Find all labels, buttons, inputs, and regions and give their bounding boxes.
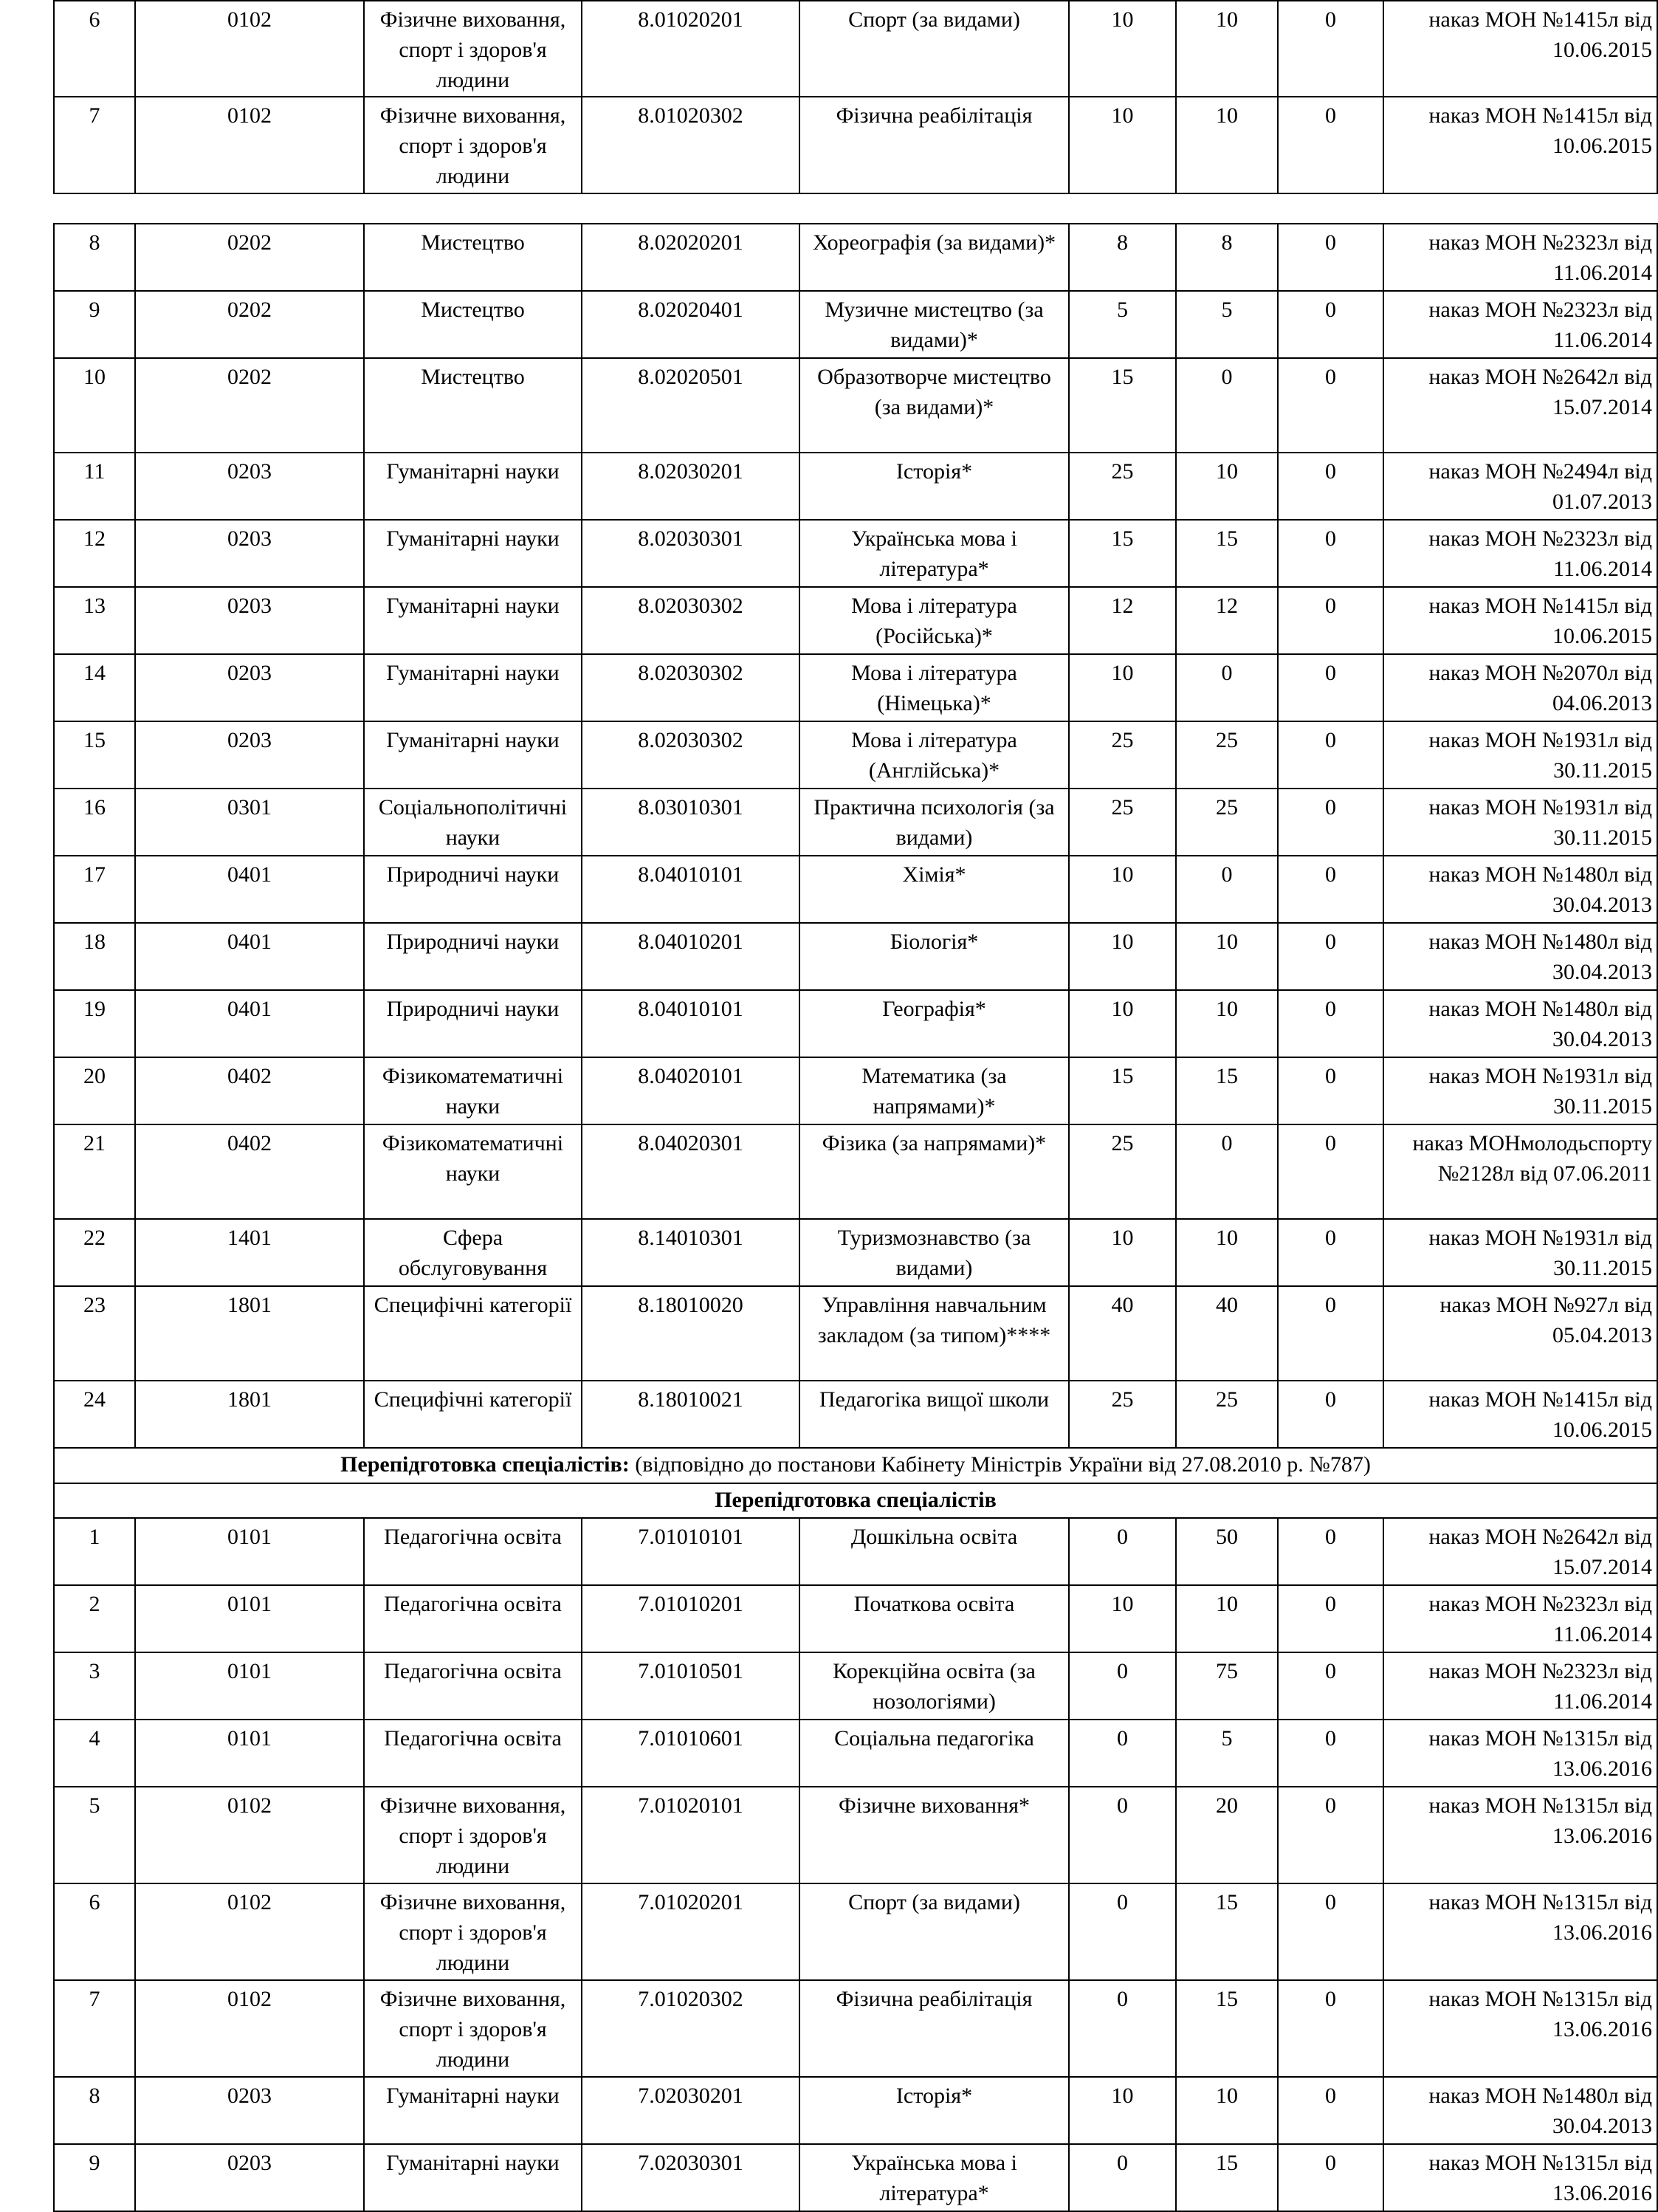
cell-c: 0 <box>1278 1219 1383 1286</box>
cell-name: Гуманітарні науки <box>364 721 582 789</box>
table-row <box>54 358 1657 453</box>
cell-b: 10 <box>1176 923 1278 990</box>
table-row <box>54 1381 1657 1448</box>
cell-c: 0 <box>1278 1381 1383 1448</box>
cell-code: 0203 <box>135 721 364 789</box>
cell-spec: Фізичне виховання* <box>799 1787 1069 1883</box>
cell-code: 0203 <box>135 654 364 721</box>
cell-a: 10 <box>1069 2077 1176 2144</box>
cell-spec-code: 8.04010201 <box>582 923 799 990</box>
cell-n: 21 <box>54 1124 135 1219</box>
cell-spec: Соціальна педагогіка <box>799 1720 1069 1787</box>
cell-a: 10 <box>1069 1219 1176 1286</box>
cell-c: 0 <box>1278 789 1383 856</box>
cell-spec: Туризмознавство (за видами) <box>799 1219 1069 1286</box>
table-row <box>54 224 1657 291</box>
cell-n: 24 <box>54 1381 135 1448</box>
section-note-row <box>54 1448 1657 1483</box>
cell-spec: Географія* <box>799 990 1069 1057</box>
table-row <box>54 1787 1657 1883</box>
cell-name: Гуманітарні науки <box>364 453 582 520</box>
cell-name: Фізичне виховання, спорт і здоров'я людини <box>364 1980 582 2077</box>
cell-n: 17 <box>54 856 135 923</box>
cell-code: 0202 <box>135 358 364 453</box>
cell-code: 0402 <box>135 1124 364 1219</box>
cell-n: 4 <box>54 1720 135 1787</box>
cell-order: наказ МОН №1931л від 30.11.2015 <box>1383 789 1657 856</box>
cell-b: 8 <box>1176 224 1278 291</box>
cell-b: 25 <box>1176 721 1278 789</box>
cell-spec: Дошкільна освіта <box>799 1518 1069 1585</box>
cell-c: 0 <box>1278 721 1383 789</box>
cell-n: 23 <box>54 1286 135 1381</box>
cell-c: 0 <box>1278 520 1383 587</box>
cell-n: 18 <box>54 923 135 990</box>
cell-c: 0 <box>1278 358 1383 453</box>
cell-b: 0 <box>1176 654 1278 721</box>
cell-a: 12 <box>1069 587 1176 654</box>
cell-spec-code: 8.18010020 <box>582 1286 799 1381</box>
cell-spec: Фізика (за напрямами)* <box>799 1124 1069 1219</box>
cell-a: 40 <box>1069 1286 1176 1381</box>
cell-order: наказ МОН №2323л від 11.06.2014 <box>1383 520 1657 587</box>
cell-spec-code: 8.02030302 <box>582 721 799 789</box>
cell-spec: Українська мова і література* <box>799 520 1069 587</box>
cell-order: наказ МОН №1315л від 13.06.2016 <box>1383 1980 1657 2077</box>
cell-c: 0 <box>1278 453 1383 520</box>
cell-c: 0 <box>1278 654 1383 721</box>
cell-spec: Музичне мистецтво (за видами)* <box>799 291 1069 358</box>
cell-n: 15 <box>54 721 135 789</box>
cell-c: 0 <box>1278 1883 1383 1980</box>
cell-name: Фізичне виховання, спорт і здоров'я людини <box>364 1883 582 1980</box>
cell-b: 5 <box>1176 291 1278 358</box>
cell-spec-code: 8.04020301 <box>582 1124 799 1219</box>
cell-order: наказ МОН №1480л від 30.04.2013 <box>1383 2077 1657 2144</box>
table-row <box>54 1883 1657 1980</box>
cell-name: Специфічні категорії <box>364 1381 582 1448</box>
cell-order: наказ МОН №1315л від 13.06.2016 <box>1383 1883 1657 1980</box>
cell-a: 10 <box>1069 1585 1176 1652</box>
table-main-body <box>54 224 1657 2211</box>
table-row <box>54 291 1657 358</box>
cell-spec-code: 7.01020101 <box>582 1787 799 1883</box>
cell-c: 0 <box>1278 587 1383 654</box>
table-row <box>54 1286 1657 1381</box>
table-row <box>54 990 1657 1057</box>
cell-n: 9 <box>54 291 135 358</box>
cell-name: Природничі науки <box>364 990 582 1057</box>
cell-a: 0 <box>1069 1883 1176 1980</box>
cell-c: 0 <box>1278 1652 1383 1720</box>
section-title: Перепідготовка спеціалістів <box>715 1488 997 1512</box>
cell-order: наказ МОН №2323л від 11.06.2014 <box>1383 291 1657 358</box>
table-row <box>54 1219 1657 1286</box>
cell-code: 0401 <box>135 990 364 1057</box>
cell-name: Гуманітарні науки <box>364 587 582 654</box>
cell-c: 0 <box>1278 1124 1383 1219</box>
table-row <box>54 1585 1657 1652</box>
cell-order: наказ МОН №1480л від 30.04.2013 <box>1383 923 1657 990</box>
cell-c: 0 <box>1278 1787 1383 1883</box>
cell-a: 10 <box>1069 856 1176 923</box>
table-row <box>54 1980 1657 2077</box>
table-row <box>54 1057 1657 1124</box>
table-row <box>54 923 1657 990</box>
cell-name: Гуманітарні науки <box>364 520 582 587</box>
cell-name: Мистецтво <box>364 358 582 453</box>
cell-a: 10 <box>1069 923 1176 990</box>
cell-spec-code: 8.04020101 <box>582 1057 799 1124</box>
cell-order: наказ МОН №2070л від 04.06.2013 <box>1383 654 1657 721</box>
cell-code: 0101 <box>135 1652 364 1720</box>
cell-code: 0203 <box>135 587 364 654</box>
table-row <box>54 587 1657 654</box>
table-row <box>54 520 1657 587</box>
cell-order: наказ МОН №2323л від 11.06.2014 <box>1383 1585 1657 1652</box>
section-title-row <box>54 1483 1657 1518</box>
cell-code: 0102 <box>135 1883 364 1980</box>
cell-spec: Фізична реабілітація <box>799 1980 1069 2077</box>
cell-a: 25 <box>1069 1381 1176 1448</box>
cell-name: Педагогічна освіта <box>364 1720 582 1787</box>
cell-n: 1 <box>54 1518 135 1585</box>
cell-order: наказ МОН №1315л від 13.06.2016 <box>1383 1720 1657 1787</box>
cell-order: наказ МОН №1931л від 30.11.2015 <box>1383 721 1657 789</box>
table-row <box>54 1652 1657 1720</box>
table-row: 7 0102 Фізичне виховання, спорт і здоров'я людини 8.01020302 Фізична реабілітація 10 10 0 наказ МОН №1415л від 10.06.2015 <box>54 97 1657 193</box>
cell-spec-code: 8.03010301 <box>582 789 799 856</box>
cell-a: 25 <box>1069 789 1176 856</box>
cell-b: 25 <box>1176 1381 1278 1448</box>
cell-name: Гуманітарні науки <box>364 2077 582 2144</box>
cell-c: 0 <box>1278 1720 1383 1787</box>
cell-a: 25 <box>1069 1124 1176 1219</box>
cell-b: 20 <box>1176 1787 1278 1883</box>
table-row <box>54 856 1657 923</box>
cell-spec: Хореографія (за видами)* <box>799 224 1069 291</box>
cell-a: 25 <box>1069 453 1176 520</box>
cell-spec: Математика (за напрямами)* <box>799 1057 1069 1124</box>
cell-name: Педагогічна освіта <box>364 1585 582 1652</box>
cell-code: 0402 <box>135 1057 364 1124</box>
cell-b: 10 <box>1176 1585 1278 1652</box>
cell-c: 0 <box>1278 923 1383 990</box>
table-row <box>54 789 1657 856</box>
cell-spec: Хімія* <box>799 856 1069 923</box>
cell-spec-code: 8.02020501 <box>582 358 799 453</box>
table-row <box>54 721 1657 789</box>
cell-code: 0203 <box>135 520 364 587</box>
cell-spec-code: 8.14010301 <box>582 1219 799 1286</box>
cell-order: наказ МОН №1931л від 30.11.2015 <box>1383 1057 1657 1124</box>
table-row: 6 0102 Фізичне виховання, спорт і здоров'я людини 8.01020201 Спорт (за видами) 10 10 0 наказ МОН №1415л від 10.06.2015 <box>54 1 1657 97</box>
cell-b: 15 <box>1176 1980 1278 2077</box>
cell-order: наказ МОНмолодьспорту №2128л від 07.06.2011 <box>1383 1124 1657 1219</box>
cell-code: 0401 <box>135 856 364 923</box>
cell-n: 19 <box>54 990 135 1057</box>
cell-code: 0102 <box>135 1787 364 1883</box>
cell-b: 10 <box>1176 2077 1278 2144</box>
cell-spec: Початкова освіта <box>799 1585 1069 1652</box>
cell-spec: Мова і література (Англійська)* <box>799 721 1069 789</box>
cell-a: 25 <box>1069 721 1176 789</box>
table-row <box>54 453 1657 520</box>
cell-spec-code: 8.02020201 <box>582 224 799 291</box>
cell-c: 0 <box>1278 990 1383 1057</box>
cell-spec-code: 8.02030302 <box>582 654 799 721</box>
cell-spec-code: 8.18010021 <box>582 1381 799 1448</box>
cell-n: 13 <box>54 587 135 654</box>
cell-b: 15 <box>1176 2144 1278 2211</box>
cell-n: 12 <box>54 520 135 587</box>
cell-c: 0 <box>1278 2144 1383 2211</box>
cell-n: 11 <box>54 453 135 520</box>
cell-c: 0 <box>1278 1286 1383 1381</box>
cell-a: 8 <box>1069 224 1176 291</box>
cell-a: 0 <box>1069 1720 1176 1787</box>
cell-b: 10 <box>1176 1219 1278 1286</box>
cell-spec: Історія* <box>799 2077 1069 2144</box>
cell-name: Специфічні категорії <box>364 1286 582 1381</box>
cell-a: 15 <box>1069 1057 1176 1124</box>
cell-name: Педагогічна освіта <box>364 1518 582 1585</box>
cell-order: наказ МОН №2494л від 01.07.2013 <box>1383 453 1657 520</box>
cell-order: наказ МОН №1315л від 13.06.2016 <box>1383 2144 1657 2211</box>
table-row <box>54 1720 1657 1787</box>
cell-spec-code: 7.01010201 <box>582 1585 799 1652</box>
cell-name: Соціальнополітичні науки <box>364 789 582 856</box>
cell-spec-code: 8.02030302 <box>582 587 799 654</box>
cell-code: 0301 <box>135 789 364 856</box>
cell-code: 0101 <box>135 1720 364 1787</box>
cell-spec-code: 8.04010101 <box>582 856 799 923</box>
cell-order: наказ МОН №1315л від 13.06.2016 <box>1383 1787 1657 1883</box>
cell-order: наказ МОН №1415л від 10.06.2015 <box>1383 587 1657 654</box>
cell-n: 8 <box>54 2077 135 2144</box>
cell-code: 0401 <box>135 923 364 990</box>
cell-b: 12 <box>1176 587 1278 654</box>
table-row <box>54 2077 1657 2144</box>
cell-n: 9 <box>54 2144 135 2211</box>
cell-c: 0 <box>1278 1518 1383 1585</box>
cell-a: 0 <box>1069 1652 1176 1720</box>
cell-order: наказ МОН №927л від 05.04.2013 <box>1383 1286 1657 1381</box>
cell-spec-code: 7.01010101 <box>582 1518 799 1585</box>
cell-name: Природничі науки <box>364 923 582 990</box>
cell-name: Педагогічна освіта <box>364 1652 582 1720</box>
cell-a: 0 <box>1069 1980 1176 2077</box>
cell-spec: Спорт (за видами) <box>799 1883 1069 1980</box>
cell-order: наказ МОН №2642л від 15.07.2014 <box>1383 358 1657 453</box>
cell-c: 0 <box>1278 291 1383 358</box>
cell-order: наказ МОН №2642л від 15.07.2014 <box>1383 1518 1657 1585</box>
cell-n: 5 <box>54 1787 135 1883</box>
cell-a: 10 <box>1069 654 1176 721</box>
cell-spec: Біологія* <box>799 923 1069 990</box>
cell-n: 14 <box>54 654 135 721</box>
cell-code: 1801 <box>135 1286 364 1381</box>
cell-b: 15 <box>1176 1057 1278 1124</box>
cell-n: 6 <box>54 1883 135 1980</box>
cell-b: 40 <box>1176 1286 1278 1381</box>
cell-spec-code: 7.01020302 <box>582 1980 799 2077</box>
cell-spec: Управління навчальним закладом (за типом)**** <box>799 1286 1069 1381</box>
cell-spec-code: 8.02030201 <box>582 453 799 520</box>
cell-n: 22 <box>54 1219 135 1286</box>
cell-b: 75 <box>1176 1652 1278 1720</box>
cell-code: 0203 <box>135 2077 364 2144</box>
cell-spec-code: 7.01020201 <box>582 1883 799 1980</box>
table-row <box>54 2144 1657 2211</box>
table-top <box>53 0 1658 194</box>
cell-n: 10 <box>54 358 135 453</box>
cell-c: 0 <box>1278 1057 1383 1124</box>
cell-name: Гуманітарні науки <box>364 654 582 721</box>
cell-c: 0 <box>1278 1585 1383 1652</box>
cell-c: 0 <box>1278 1980 1383 2077</box>
cell-spec-code: 8.04010101 <box>582 990 799 1057</box>
cell-code: 0202 <box>135 291 364 358</box>
cell-n: 7 <box>54 1980 135 2077</box>
cell-spec: Образотворче мистецтво (за видами)* <box>799 358 1069 453</box>
cell-name: Природничі науки <box>364 856 582 923</box>
table-main <box>53 223 1658 2212</box>
cell-n: 16 <box>54 789 135 856</box>
cell-n: 3 <box>54 1652 135 1720</box>
cell-b: 10 <box>1176 990 1278 1057</box>
cell-a: 5 <box>1069 291 1176 358</box>
cell-b: 50 <box>1176 1518 1278 1585</box>
cell-c: 0 <box>1278 2077 1383 2144</box>
cell-code: 0102 <box>135 1980 364 2077</box>
table-row <box>54 654 1657 721</box>
cell-name: Мистецтво <box>364 291 582 358</box>
cell-name: Сфера обслуговування <box>364 1219 582 1286</box>
cell-a: 0 <box>1069 1787 1176 1883</box>
cell-c: 0 <box>1278 224 1383 291</box>
cell-code: 0203 <box>135 2144 364 2211</box>
cell-spec-code: 7.02030301 <box>582 2144 799 2211</box>
table-row <box>54 1124 1657 1219</box>
cell-b: 0 <box>1176 856 1278 923</box>
cell-code: 0203 <box>135 453 364 520</box>
cell-code: 0202 <box>135 224 364 291</box>
cell-n: 8 <box>54 224 135 291</box>
cell-code: 1801 <box>135 1381 364 1448</box>
cell-b: 0 <box>1176 1124 1278 1219</box>
cell-spec-code: 7.01010501 <box>582 1652 799 1720</box>
cell-b: 0 <box>1176 358 1278 453</box>
cell-a: 0 <box>1069 2144 1176 2211</box>
cell-spec: Українська мова і література* <box>799 2144 1069 2211</box>
cell-b: 5 <box>1176 1720 1278 1787</box>
cell-order: наказ МОН №1931л від 30.11.2015 <box>1383 1219 1657 1286</box>
cell-n: 20 <box>54 1057 135 1124</box>
cell-order: наказ МОН №1480л від 30.04.2013 <box>1383 990 1657 1057</box>
cell-b: 15 <box>1176 1883 1278 1980</box>
cell-name: Гуманітарні науки <box>364 2144 582 2211</box>
cell-a: 15 <box>1069 520 1176 587</box>
cell-code: 0101 <box>135 1518 364 1585</box>
cell-n: 2 <box>54 1585 135 1652</box>
cell-order: наказ МОН №1415л від 10.06.2015 <box>1383 1381 1657 1448</box>
cell-spec-code: 8.02020401 <box>582 291 799 358</box>
cell-code: 1401 <box>135 1219 364 1286</box>
cell-spec: Практична психологія (за видами) <box>799 789 1069 856</box>
cell-spec: Педагогіка вищої школи <box>799 1381 1069 1448</box>
section-note-text: (відповідно до постанови Кабінету Міністрів України від 27.08.2010 р. №787) <box>629 1452 1371 1477</box>
cell-name: Фізикоматематичні науки <box>364 1057 582 1124</box>
section-note-bold: Перепідготовка спеціалістів: <box>340 1452 630 1477</box>
table-row <box>54 1518 1657 1585</box>
cell-spec: Мова і література (Німецька)* <box>799 654 1069 721</box>
cell-spec: Корекційна освіта (за нозологіями) <box>799 1652 1069 1720</box>
cell-spec-code: 8.02030301 <box>582 520 799 587</box>
cell-spec: Мова і література (Російська)* <box>799 587 1069 654</box>
cell-code: 0101 <box>135 1585 364 1652</box>
cell-order: наказ МОН №2323л від 11.06.2014 <box>1383 224 1657 291</box>
cell-name: Мистецтво <box>364 224 582 291</box>
cell-spec: Історія* <box>799 453 1069 520</box>
cell-b: 25 <box>1176 789 1278 856</box>
cell-a: 10 <box>1069 990 1176 1057</box>
cell-order: наказ МОН №1480л від 30.04.2013 <box>1383 856 1657 923</box>
cell-c: 0 <box>1278 856 1383 923</box>
cell-a: 0 <box>1069 1518 1176 1585</box>
cell-a: 15 <box>1069 358 1176 453</box>
cell-spec-code: 7.02030201 <box>582 2077 799 2144</box>
cell-name: Фізичне виховання, спорт і здоров'я людини <box>364 1787 582 1883</box>
cell-b: 15 <box>1176 520 1278 587</box>
cell-b: 10 <box>1176 453 1278 520</box>
cell-name: Фізикоматематичні науки <box>364 1124 582 1219</box>
cell-spec-code: 7.01010601 <box>582 1720 799 1787</box>
cell-order: наказ МОН №2323л від 11.06.2014 <box>1383 1652 1657 1720</box>
